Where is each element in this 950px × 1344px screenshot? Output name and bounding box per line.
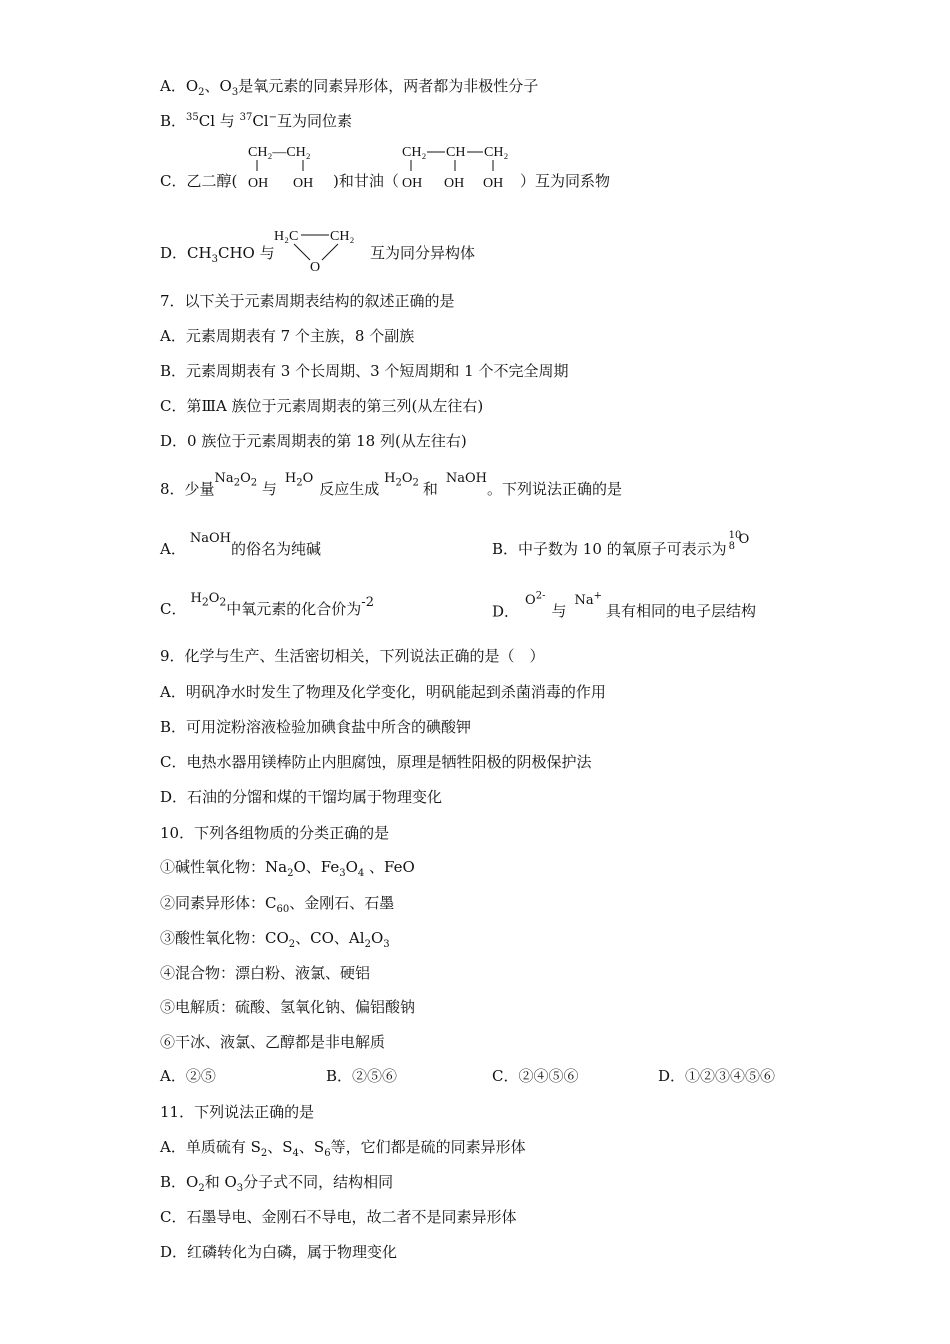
q10-item-3: ③酸性氧化物：$CO_2$、CO、$Al_2O_3$	[160, 929, 390, 950]
q6-option-c-end: ）互为同系物	[520, 172, 611, 190]
q11-stem: 11．下列说法正确的是	[160, 1103, 315, 1121]
q10-option-b[interactable]: B．②⑤⑥	[326, 1067, 398, 1085]
q9-option-d[interactable]: D．石油的分馏和煤的干馏均属于物理变化	[160, 788, 443, 806]
q10-item-6: ⑥干冰、液氯、乙醇都是非电解质	[160, 1033, 386, 1051]
q7-stem: 7．以下关于元素周期表结构的叙述正确的是	[160, 292, 455, 310]
q9-option-a[interactable]: A．明矾净水时发生了物理及化学变化，明矾能起到杀菌消毒的作用	[160, 683, 606, 701]
epoxide-h2c: H₂C	[274, 229, 299, 244]
q7-option-c[interactable]: C．第ⅢA 族位于元素周期表的第三列(从左往右)	[160, 397, 484, 415]
glycol-structure	[246, 140, 324, 196]
glycerol-oh-1: OH	[402, 176, 423, 191]
q8-formula-h2o2: $H_2O_2$	[384, 471, 419, 489]
q8-option-c[interactable]: C．$H_2O_2$中氧元素的化合价为-2	[160, 591, 374, 618]
epoxide-ch2: CH₂	[330, 229, 355, 244]
q10-item-1: ①碱性氧化物：$Na_2O$、$Fe_3O_4$ 、FeO	[160, 858, 415, 879]
q9-stem: 9．化学与生产、生活密切相关，下列说法正确的是（ ）	[160, 647, 545, 665]
q10-option-c[interactable]: C．②④⑤⑥	[492, 1067, 579, 1085]
epoxide-structure	[272, 222, 362, 278]
glycol-top: CH₂—CH₂	[248, 145, 311, 160]
q8-nuclide: 10 8 O	[728, 530, 750, 552]
glycol-oh-2: OH	[293, 176, 314, 191]
q7-option-b[interactable]: B．元素周期表有 3 个长周期、3 个短周期和 1 个不完全周期	[160, 362, 569, 380]
q10-stem: 10．下列各组物质的分类正确的是	[160, 824, 390, 842]
q6-option-d-end: 互为同分异构体	[370, 244, 476, 262]
q10-item-2: ②同素异形体：$C_{60}$、金刚石、石墨	[160, 894, 395, 915]
glycerol-oh-3: OH	[483, 176, 504, 191]
q6-option-d[interactable]: D．$CH_3CHO$ 与	[160, 244, 275, 265]
q8-stem: 8．少量$Na_2O_2$ 与$H_2O$反应生成 $H_2O_2$ 和NaOH。下列说法正确的是	[160, 471, 623, 498]
q9-option-c[interactable]: C．电热水器用镁棒防止内胆腐蚀，原理是牺牲阳极的阴极保护法	[160, 753, 592, 771]
q9-option-b[interactable]: B．可用淀粉溶液检验加碘食盐中所含的碘酸钾	[160, 718, 472, 736]
q8-option-d[interactable]: D．$O^{2-}$与Na+具有相同的电子层结构	[492, 591, 757, 621]
glycerol-ch2-left: CH₂	[402, 145, 427, 160]
q10-option-a[interactable]: A．②⑤	[160, 1067, 216, 1085]
q7-option-a[interactable]: A．元素周期表有 7 个主族，8 个副族	[160, 327, 415, 345]
q11-option-d[interactable]: D．红磷转化为白磷，属于物理变化	[160, 1243, 398, 1261]
q7-option-d[interactable]: D．0 族位于元素周期表的第 18 列(从左往右)	[160, 432, 467, 450]
q8-formula-h2o: $H_2O$	[284, 471, 314, 489]
glycerol-ch2-right: CH₂	[484, 145, 509, 160]
q11-option-a[interactable]: A．单质硫有 $S_2$、$S_4$、$S_6$等，它们都是硫的同素异形体	[160, 1138, 526, 1159]
q6-option-c[interactable]: C．乙二醇(	[160, 172, 238, 190]
glycerol-oh-2: OH	[444, 176, 465, 191]
q8-formula-naoh: NaOH	[445, 471, 487, 486]
glycerol-ch: CH	[446, 145, 466, 160]
q11-option-b[interactable]: B．$O_2$和 $O_3$分子式不同，结构相同	[160, 1173, 394, 1194]
q10-item-4: ④混合物：漂白粉、液氯、硬铝	[160, 964, 371, 982]
q8-option-a[interactable]: A．NaOH的俗名为纯碱	[160, 531, 321, 558]
q8-option-b[interactable]: B．中子数为 10 的氧原子可表示为 10 8 O	[492, 539, 753, 559]
q11-option-c[interactable]: C．石墨导电、金刚石不导电，故二者不是同素异形体	[160, 1208, 517, 1226]
q10-item-5: ⑤电解质：硫酸、氢氧化钠、偏铝酸钠	[160, 998, 416, 1016]
q6-option-c-mid: )和甘油（	[333, 172, 399, 190]
epoxide-o: O	[310, 260, 321, 274]
q6-option-a[interactable]: A．$O_2$、$O_3$是氧元素的同素异形体，两者都为非极性分子	[160, 77, 539, 98]
q10-option-d[interactable]: D．①②③④⑤⑥	[658, 1067, 776, 1085]
q8-formula-na2o2: $Na_2O_2$	[214, 471, 258, 489]
glycerol-structure	[400, 140, 515, 196]
q6-option-b[interactable]: B．$^{35}$Cl 与 $^{37}$Cl−互为同位素	[160, 112, 352, 130]
glycol-oh-1: OH	[248, 176, 269, 191]
